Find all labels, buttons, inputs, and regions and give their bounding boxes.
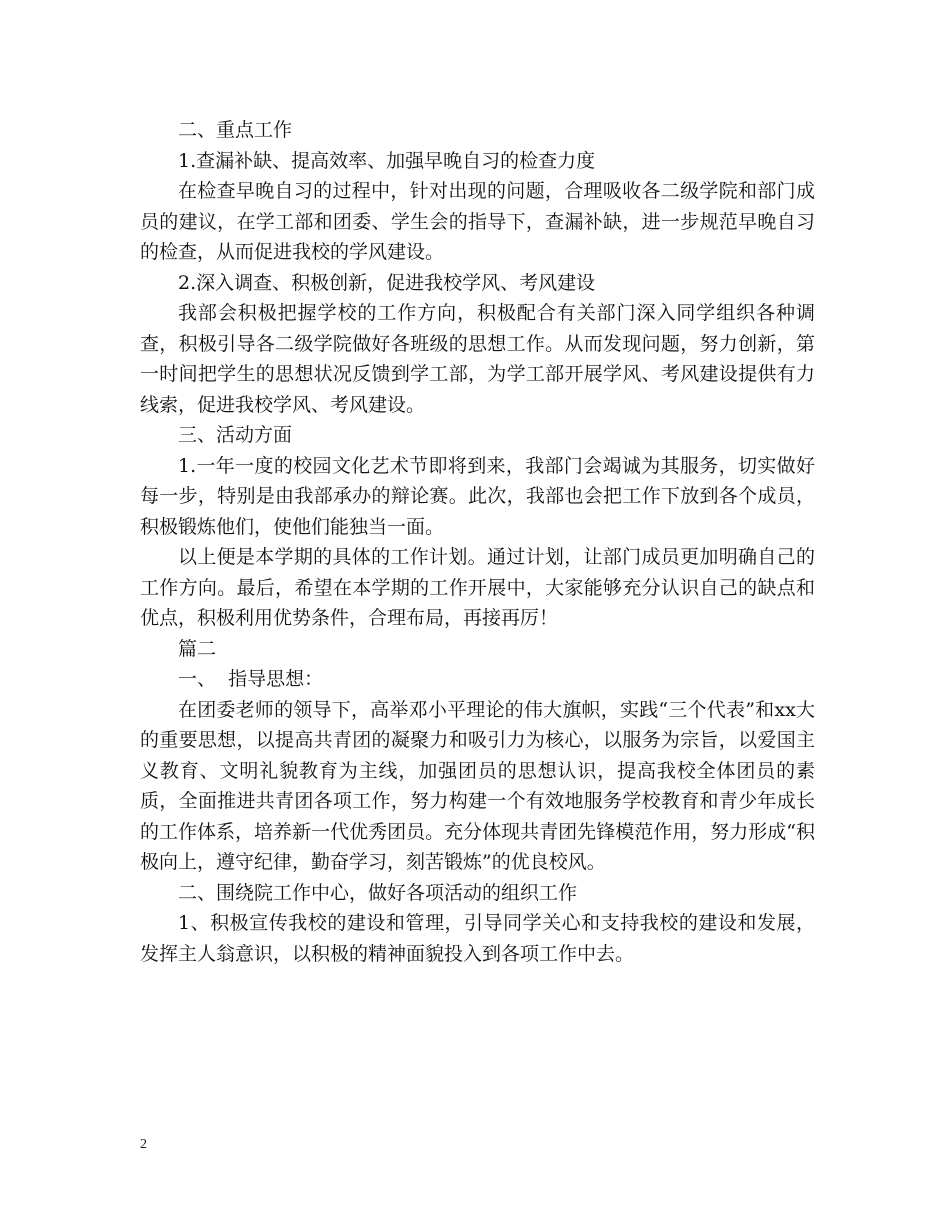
item-heading: 2.深入调查、积极创新，促进我校学风、考风建设: [178, 271, 596, 294]
body-paragraph: 在检查早晚自习的过程中，针对出现的问题，合理吸收各二级学院和部门成员的建议，在学工部和团委、学生会的指导下，查漏补缺，进一步规范早晚自习的检查，从而促进我校的学风建设。: [140, 180, 815, 263]
section-heading: 二、围绕院工作中心，做好各项活动的组织工作: [178, 881, 578, 904]
body-paragraph: 1.一年一度的校园文化艺术节即将到来，我部门会竭诚为其服务，切实做好每一步，特别是由我部承办的辩论赛。此次，我部也会把工作下放到各个成员，积极锻炼他们，使他们能独当一面。: [140, 454, 815, 538]
body-paragraph: 以上便是本学期的具体的工作计划。通过计划，让部门成员更加明确自己的工作方向。最后，希望在本学期的工作开展中，大家能够充分认识自己的缺点和优点，积极利用优势条件，合理布局，再接再厉！: [140, 546, 815, 629]
part-heading: 篇二: [178, 637, 217, 660]
section-heading: 三、活动方面: [178, 424, 293, 446]
section-heading: 一、 指导思想：: [178, 668, 324, 690]
section-heading: 二、重点工作: [178, 119, 293, 141]
body-paragraph: 1、积极宣传我校的建设和管理，引导同学关心和支持我校的建设和发展，发挥主人翁意识，以积极的精神面貌投入到各项工作中去。: [140, 912, 815, 965]
item-heading: 1.查漏补缺、提高效率、加强早晚自习的检查力度: [178, 149, 596, 172]
document-body: [140, 115, 815, 969]
body-paragraph: 我部会积极把握学校的工作方向，积极配合有关部门深入同学组织各种调查，积极引导各二级学院做好各班级的思想工作。从而发现问题，努力创新，第一时间把学生的思想状况反馈到学工部，为学工部开展学风、考风建设提供有力线索，促进我校学风、考风建设。: [140, 302, 815, 416]
body-paragraph: 在团委老师的领导下，高举邓小平理论的伟大旗帜，实践“三个代表”和xx大的重要思想，以提高共青团的凝聚力和吸引力为核心，以服务为宗旨，以爱国主义教育、文明礼貌教育为主线，加强团员的思想认识，提高我校全体团员的素质，全面推进共青团各项工作，努力构建一个有效地服务学校教育和青少年成长的工作体系，培养新一代优秀团员。充分体现共青团先锋模范作用，努力形成“积极向上，遵守纪律，勤奋学习，刻苦锻炼”的优良校风。: [140, 698, 815, 873]
page-number: 2: [140, 1137, 147, 1152]
